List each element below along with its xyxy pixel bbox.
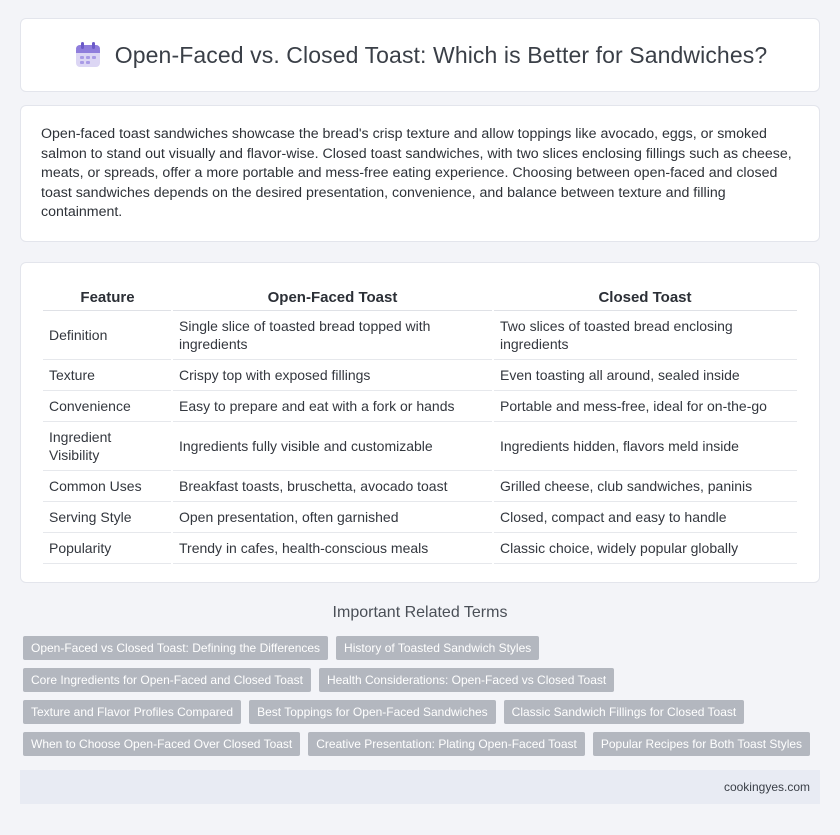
- header: [73, 40, 767, 70]
- table-row: [43, 311, 797, 360]
- related-term-tag[interactable]: Core Ingredients for Open-Faced and Closed Toast: [23, 668, 311, 692]
- header-closed: Closed Toast: [493, 283, 797, 311]
- tag-row: [23, 732, 823, 756]
- table-header-row: [43, 283, 797, 311]
- open-faced-cell: Trendy in cafes, health-conscious meals: [172, 533, 493, 564]
- feature-cell: Common Uses: [43, 471, 172, 502]
- header-card: [20, 18, 820, 92]
- closed-cell: Classic choice, widely popular globally: [493, 533, 797, 564]
- feature-cell: Serving Style: [43, 502, 172, 533]
- tag-row: [23, 668, 823, 692]
- feature-cell: Popularity: [43, 533, 172, 564]
- closed-cell: Portable and mess-free, ideal for on-the-go: [493, 391, 797, 422]
- feature-cell: Texture: [43, 360, 172, 391]
- intro-paragraph: Open-faced toast sandwiches showcase the bread's crisp texture and allow toppings like avocado, eggs, or smoked salmon to stand out visually and flavor-wise. Closed toast sandwiches, with two slices enclosing fillings such as cheese, meats, or spreads, offer a more portable and mess-free eating experience. Choosing between open-faced and closed toast sandwiches depends on the desired presentation, convenience, and balance between texture and filling containment.: [41, 126, 792, 221]
- related-terms-title: Important Related Terms: [332, 604, 508, 621]
- closed-cell: Closed, compact and easy to handle: [493, 502, 797, 533]
- table-row: [43, 360, 797, 391]
- table-row: [43, 533, 797, 564]
- related-term-tag[interactable]: History of Toasted Sandwich Styles: [336, 636, 539, 660]
- feature-cell: Ingredient Visibility: [43, 422, 172, 471]
- calendar-icon: [73, 40, 103, 70]
- header-open-faced: Open-Faced Toast: [172, 283, 493, 311]
- comparison-card: [20, 262, 820, 583]
- related-term-tag[interactable]: Classic Sandwich Fillings for Closed Toast: [504, 700, 745, 724]
- closed-cell: Two slices of toasted bread enclosing ingredients: [493, 311, 797, 360]
- related-term-tag[interactable]: Texture and Flavor Profiles Compared: [23, 700, 241, 724]
- open-faced-cell: Single slice of toasted bread topped with ingredients: [172, 311, 493, 360]
- source-link[interactable]: cookingyes.com: [723, 780, 810, 794]
- page-title: Open-Faced vs. Closed Toast: Which is Better for Sandwiches?: [114, 41, 768, 68]
- open-faced-cell: Ingredients fully visible and customizable: [172, 422, 493, 471]
- open-faced-cell: Crispy top with exposed fillings: [172, 360, 493, 391]
- feature-cell: Convenience: [43, 391, 172, 422]
- open-faced-cell: Easy to prepare and eat with a fork or hands: [172, 391, 493, 422]
- header-feature: Feature: [43, 283, 172, 311]
- comparison-table: [43, 283, 797, 564]
- table-row: [43, 471, 797, 502]
- related-term-tag[interactable]: Popular Recipes for Both Toast Styles: [593, 732, 810, 756]
- related-term-tag[interactable]: When to Choose Open-Faced Over Closed Toast: [23, 732, 300, 756]
- footer: [20, 770, 820, 804]
- related-term-tag[interactable]: Open-Faced vs Closed Toast: Defining the Differences: [23, 636, 328, 660]
- table-row: [43, 391, 797, 422]
- table-row: [43, 502, 797, 533]
- open-faced-cell: Breakfast toasts, bruschetta, avocado toast: [172, 471, 493, 502]
- related-terms-list: [23, 636, 823, 764]
- closed-cell: Grilled cheese, club sandwiches, paninis: [493, 471, 797, 502]
- open-faced-cell: Open presentation, often garnished: [172, 502, 493, 533]
- closed-cell: Even toasting all around, sealed inside: [493, 360, 797, 391]
- intro-card: [20, 105, 820, 242]
- related-term-tag[interactable]: Creative Presentation: Plating Open-Faced Toast: [308, 732, 585, 756]
- related-term-tag[interactable]: Health Considerations: Open-Faced vs Closed Toast: [319, 668, 614, 692]
- related-term-tag[interactable]: Best Toppings for Open-Faced Sandwiches: [249, 700, 496, 724]
- table-row: [43, 422, 797, 471]
- closed-cell: Ingredients hidden, flavors meld inside: [493, 422, 797, 471]
- feature-cell: Definition: [43, 311, 172, 360]
- tag-row: [23, 636, 823, 660]
- tag-row: [23, 700, 823, 724]
